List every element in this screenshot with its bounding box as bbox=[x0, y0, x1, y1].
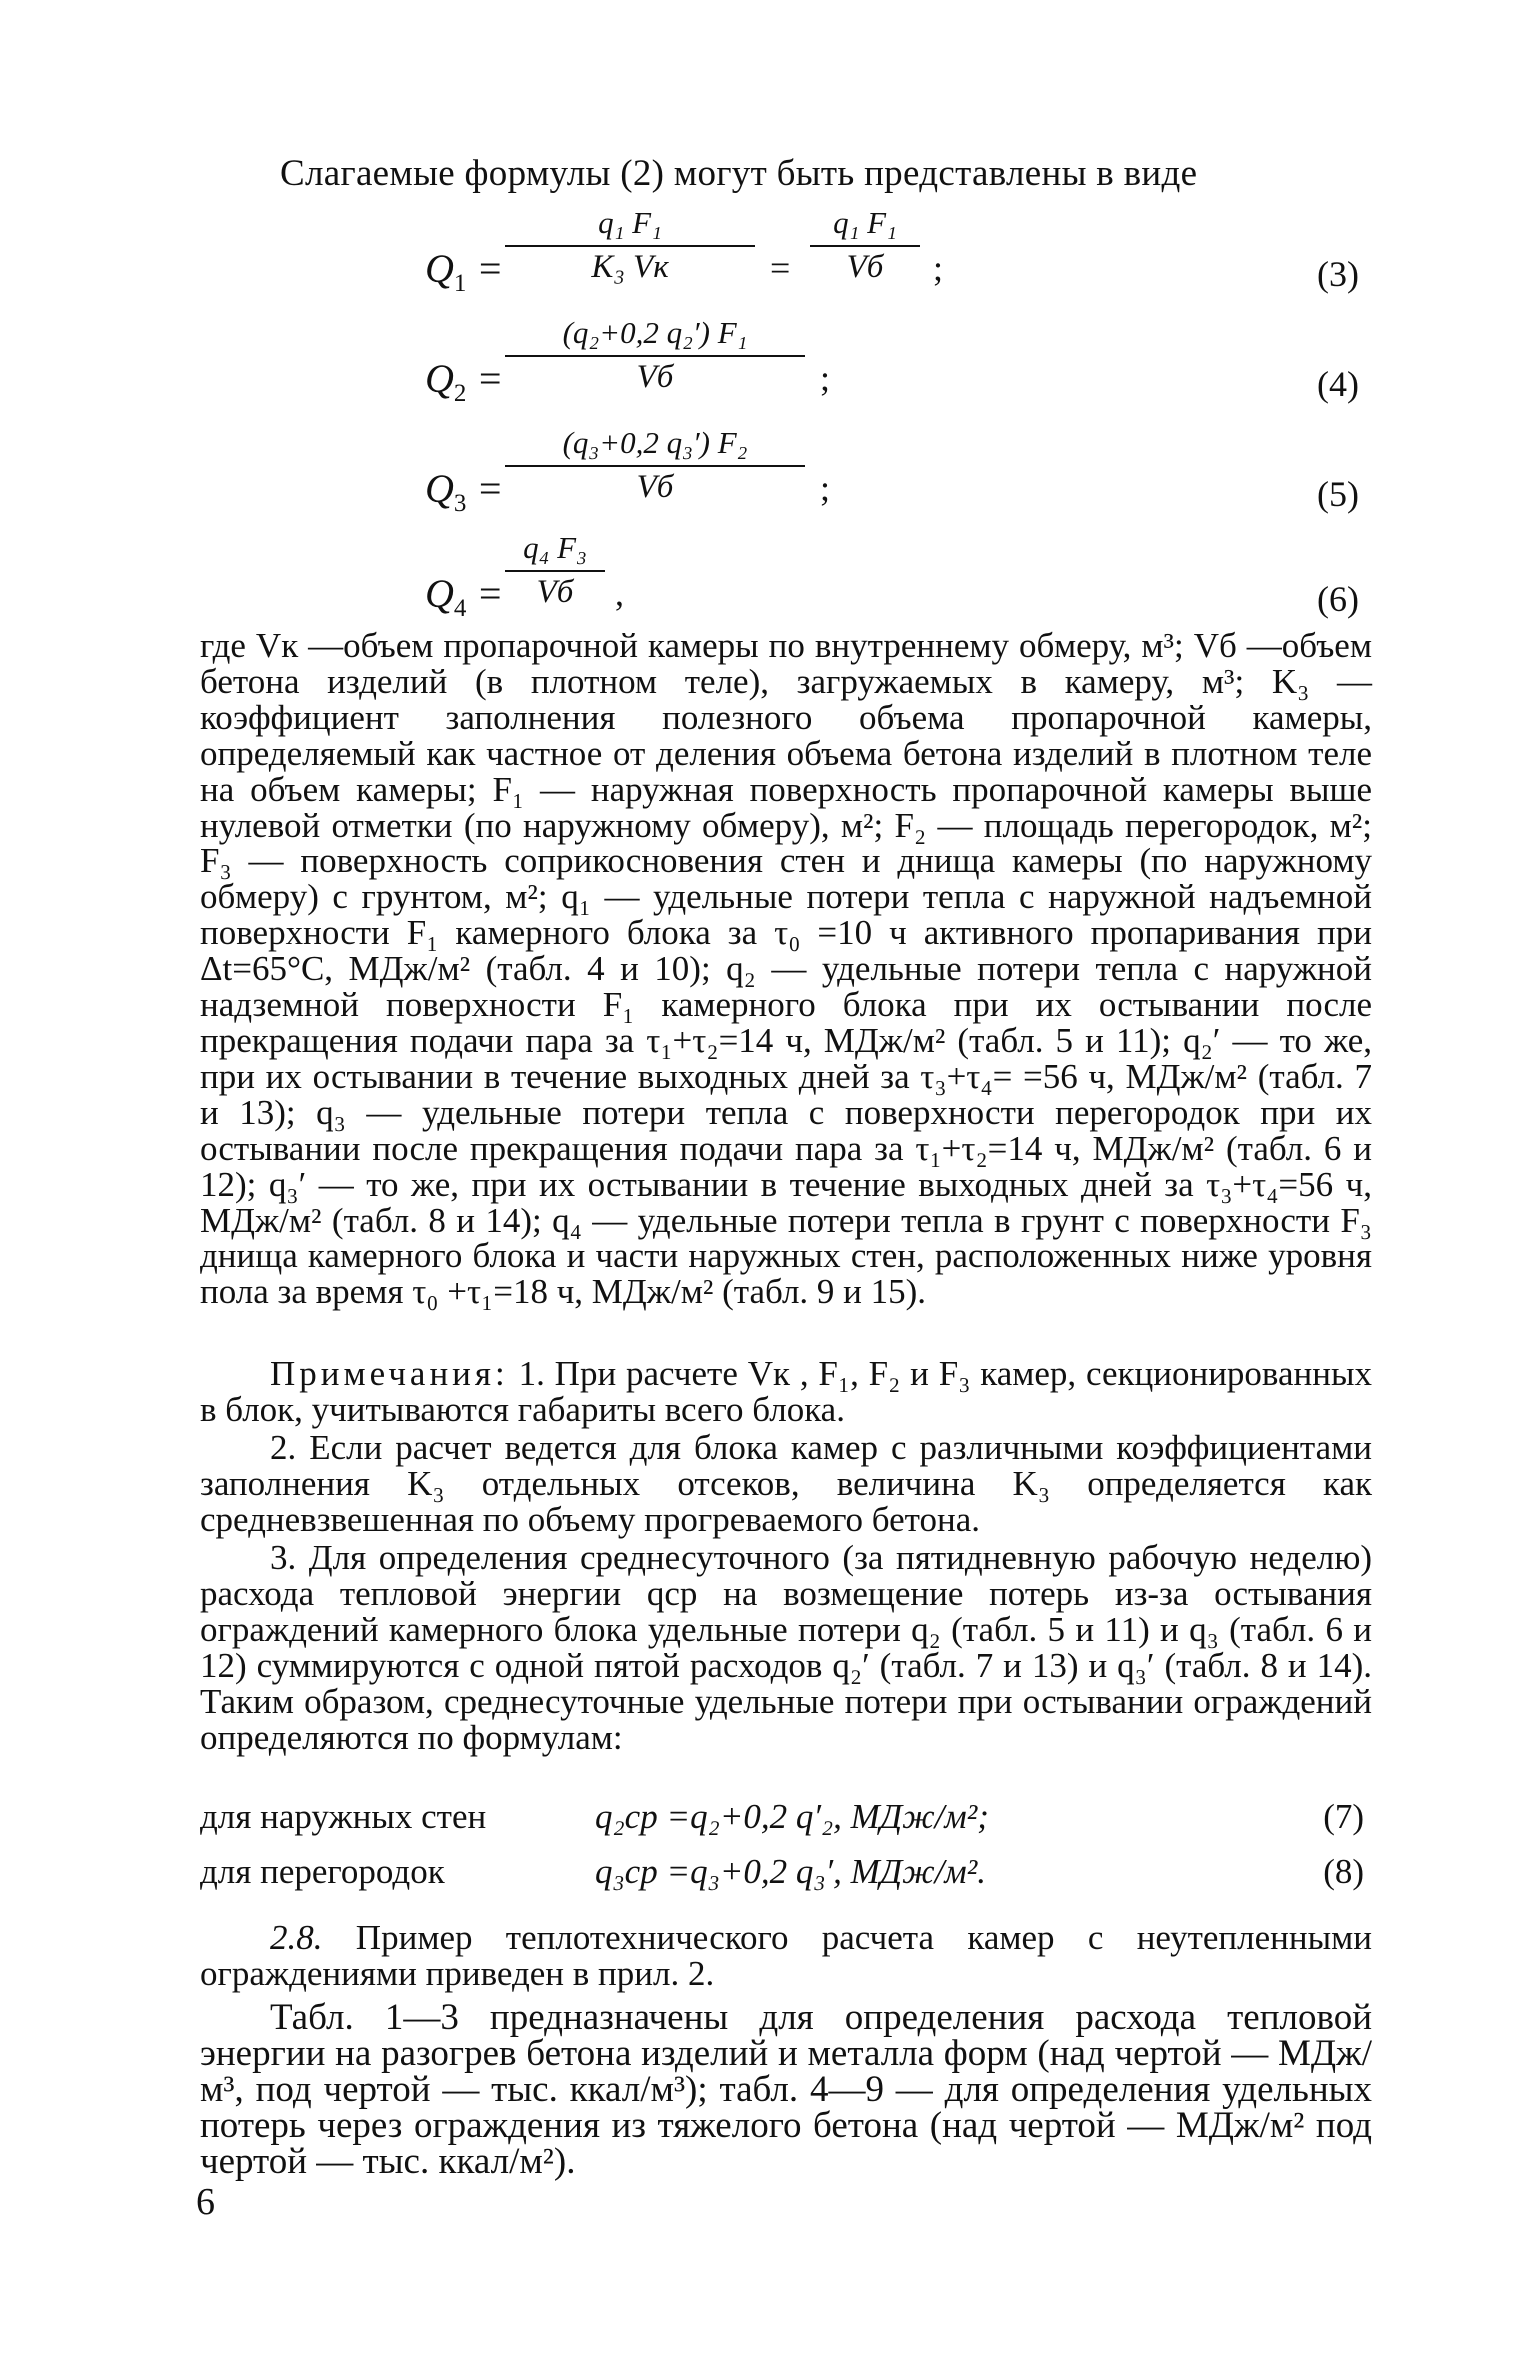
formula-lhs: $Q_2$ = bbox=[425, 356, 504, 407]
section-text: Пример теплотехнического расчета камер с неутепленными ограждениями приведен в прил. 2. bbox=[200, 1918, 1372, 1993]
formula-number: (4) bbox=[1317, 364, 1359, 404]
formula-lhs: $Q_4$ = bbox=[425, 571, 504, 622]
fraction-bar bbox=[505, 245, 755, 247]
fraction-bar bbox=[505, 465, 805, 467]
fraction bbox=[505, 425, 805, 506]
formula-lhs: $Q_3$ = bbox=[425, 466, 504, 517]
fraction bbox=[505, 315, 805, 396]
numerator: q₄ F₃ bbox=[523, 530, 587, 565]
note-1 bbox=[200, 1356, 1372, 1428]
notes-heading: Примечания: bbox=[270, 1354, 509, 1393]
denominator: Vб bbox=[636, 359, 674, 395]
fraction bbox=[505, 530, 605, 611]
note-1-text: 1. При расчете Vк , F₁, F₂ и F₃ камер, секционированных в блок, учитываются габариты всего блока. bbox=[200, 1354, 1373, 1429]
equals-sign: = bbox=[770, 248, 791, 288]
denominator: Vб bbox=[636, 469, 674, 505]
formula-5 bbox=[425, 425, 1365, 545]
section-2-8 bbox=[200, 1920, 1372, 1992]
formula-number: (3) bbox=[1317, 254, 1359, 294]
denominator: Vб bbox=[536, 574, 574, 610]
note-3: 3. Для определения среднесуточного (за пятидневную рабочую неделю) расхода тепловой энергии qср на возмещение потерь из-за остывания ограждений камерного блока удельные потери q₂ (табл. 5 и 11) и q₃ (табл. 6 и 12) суммируются с одной пятой расходов q₂′ (табл. 7 и 13) и q₃′ (табл. 8 и 14). Таким образом, среднесуточные удельные потери при остывании ограждений определяются по формулам: bbox=[200, 1538, 1372, 1757]
separator: ; bbox=[933, 248, 944, 288]
equation-expression: q₃ср =q₃+0,2 q₃′, МДж/м². bbox=[595, 1852, 986, 1891]
formula-4 bbox=[425, 315, 1365, 435]
note-2: 2. Если расчет ведется для блока камер с различными коэффициентами заполнения K₃ отдельных отсеков, величина K₃ определяется как средневзвешенная по объему прогреваемого бетона. bbox=[200, 1428, 1372, 1539]
section-number: 2.8. bbox=[270, 1918, 323, 1957]
formula-number: (5) bbox=[1317, 474, 1359, 514]
formula-lhs: $Q_1$ = bbox=[425, 246, 504, 297]
separator: ; bbox=[820, 468, 831, 508]
equation-number: (8) bbox=[1323, 1852, 1364, 1891]
denominator: Vб bbox=[846, 249, 884, 285]
equation-7 bbox=[200, 1797, 1370, 1847]
equation-8 bbox=[200, 1852, 1370, 1902]
numerator: (q₂+0,2 q₂′) F₁ bbox=[562, 315, 748, 350]
equation-number: (7) bbox=[1323, 1797, 1364, 1836]
equation-label: для наружных стен bbox=[200, 1797, 487, 1836]
formula-number: (6) bbox=[1317, 579, 1359, 619]
intro-sentence: Слагаемые формулы (2) могут быть представлены в виде bbox=[280, 153, 1198, 194]
fraction bbox=[810, 205, 920, 286]
denominator: K₃ Vк bbox=[591, 249, 669, 285]
page-number: 6 bbox=[196, 2181, 215, 2223]
equation-label: для перегородок bbox=[200, 1852, 445, 1891]
separator: ; bbox=[820, 358, 831, 398]
numerator: q₁ F₁ bbox=[833, 205, 897, 240]
fraction-bar bbox=[505, 355, 805, 357]
numerator: (q₃+0,2 q₃′) F₂ bbox=[562, 425, 748, 460]
tables-note: Табл. 1—3 предназначены для определения расхода тепловой энергии на разогрев бетона изделий и металла форм (над чертой — МДж/м³, под чертой — тыс. ккал/м³); табл. 4—9 — для определения удельных потерь через ограждения из тяжелого бетона (над чертой — МДж/м² под чертой — тыс. ккал/м²). bbox=[200, 1997, 1372, 2182]
separator: , bbox=[615, 573, 624, 613]
formula-3 bbox=[425, 205, 1365, 325]
equation-expression: q₂ср =q₂+0,2 q′₂, МДж/м²; bbox=[595, 1797, 989, 1836]
fraction-bar bbox=[505, 570, 605, 572]
fraction-bar bbox=[810, 245, 920, 247]
definitions-paragraph: где Vк —объем пропарочной камеры по внутреннему обмеру, м³; Vб —объем бетона изделий (в плотном теле), загружаемых в камеру, м³; K₃ —коэффициент заполнения полезного объема пропарочной камеры, определяемый как частное от деления объема бетона изделий в плотном теле на объем камеры; F₁ — наружная поверхность пропарочной камеры выше нулевой отметки (по наружному обмеру), м²; F₂ — площадь перегородок, м²; F₃ — поверхность соприкосновения стен и днища камеры (по наружному обмеру) с грунтом, м²; q₁ — удельные потери тепла с наружной надъемной поверхности F₁ камерного блока за τ₀ =10 ч активного пропаривания при Δt=65°С, МДж/м² (табл. 4 и 10); q₂ — удельные потери тепла с наружной надземной поверхности F₁ камерного блока при их остывании после прекращения подачи пара за τ₁+τ₂=14 ч, МДж/м² (табл. 5 и 11); q₂′ — то же, при их остывании в течение выходных дней за τ₃+τ₄= =56 ч, МДж/м² (табл. 7 и 13); q₃ — удельные потери тепла с поверхности перегородок при их остывании после прекращения подачи пара за τ₁+τ₂=14 ч, МДж/м² (табл. 6 и 12); q₃′ — то же, при их остывании в течение выходных дней за τ₃+τ₄=56 ч, МДж/м² (табл. 8 и 14); q₄ — удельные потери тепла в грунт с поверхности F₃ днища камерного блока и части наружных стен, расположенных ниже уровня пола за время τ₀ +τ₁=18 ч, МДж/м² (табл. 9 и 15). bbox=[200, 626, 1372, 1312]
fraction bbox=[505, 205, 755, 286]
numerator: q₁ F₁ bbox=[598, 205, 662, 240]
